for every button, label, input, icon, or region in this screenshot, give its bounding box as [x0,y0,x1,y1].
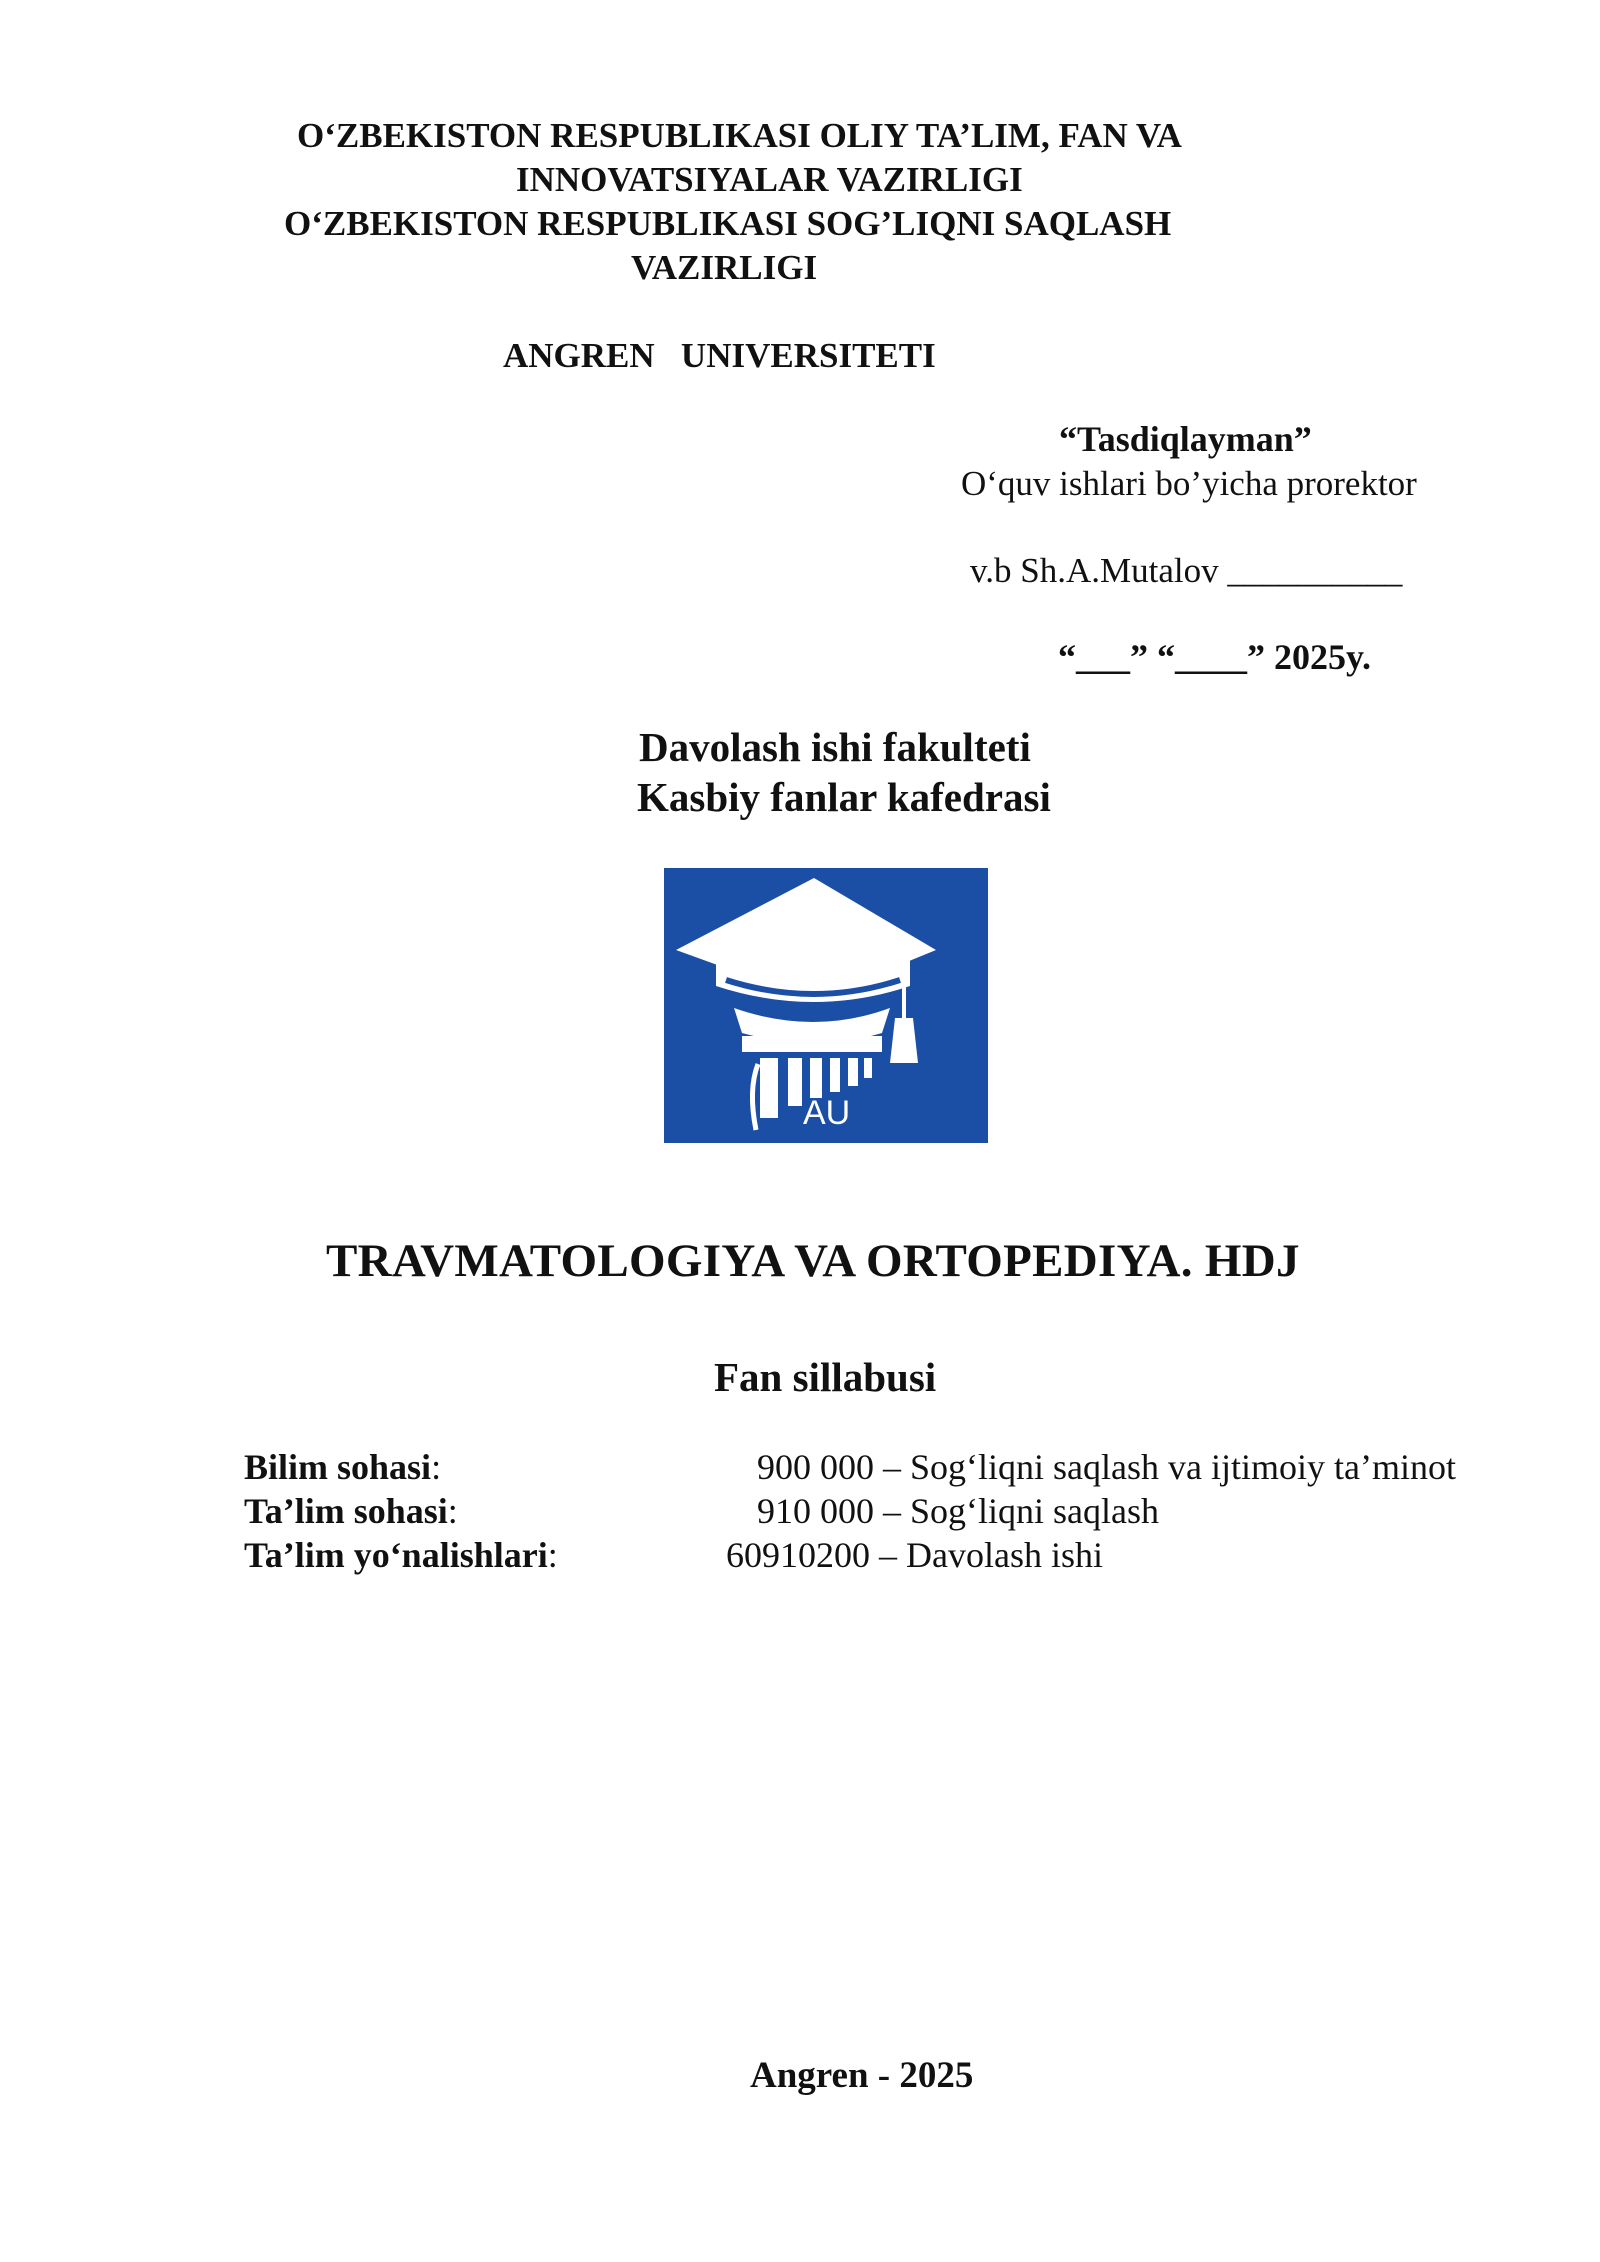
ministry-line-2: INNOVATSIYALAR VAZIRLIGI [516,160,1023,199]
field-colon: : [547,1535,558,1575]
department-name: Kasbiy fanlar kafedrasi [637,774,1051,820]
field-row-education-direction [244,1534,558,1576]
logo-text: AU [803,1094,851,1132]
ministry-line-3: O‘ZBEKISTON RESPUBLIKASI SOG’LIQNI SAQLASH [284,204,1172,243]
field-label: Bilim sohasi [244,1447,432,1487]
university-logo [664,868,988,1143]
approval-title: “Tasdiqlayman” [1059,419,1312,459]
field-value-education-direction: 60910200 – Davolash ishi [726,1535,1103,1575]
faculty-name: Davolash ishi fakulteti [639,724,1031,770]
field-label: Ta’lim yo‘nalishlari [244,1535,548,1575]
approval-position: O‘quv ishlari bo’yicha prorektor [961,464,1417,503]
field-row-knowledge-area [244,1446,441,1488]
field-value-education-area: 910 000 – Sog‘liqni saqlash [757,1491,1159,1531]
approval-signer: v.b Sh.A.Mutalov __________ [970,551,1403,590]
approval-date: “___” “____” 2025y. [1058,637,1372,677]
subject-title: TRAVMATOLOGIYA VA ORTOPEDIYA. HDJ [326,1235,1300,1287]
document-type: Fan sillabusi [714,1354,937,1400]
field-row-education-area [244,1490,458,1532]
field-value-knowledge-area: 900 000 – Sog‘liqni saqlash va ijtimoiy ta’minot [757,1447,1456,1487]
field-colon: : [431,1447,442,1487]
ministry-line-1: O‘ZBEKISTON RESPUBLIKASI OLIY TA’LIM, FAN VA [297,116,1182,155]
ministry-line-4: VAZIRLIGI [631,248,818,287]
university-name: ANGREN UNIVERSITETI [503,336,936,375]
field-colon: : [447,1491,458,1531]
footer-place-year: Angren - 2025 [750,2055,974,2096]
field-label: Ta’lim sohasi [244,1491,448,1531]
